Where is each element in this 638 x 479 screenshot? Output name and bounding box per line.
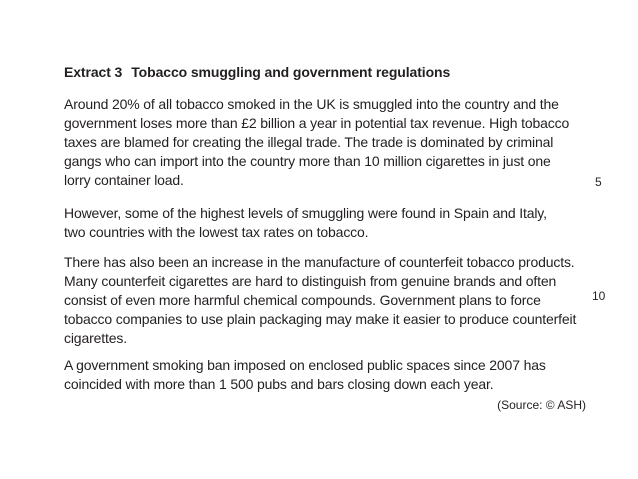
paragraph-4 xyxy=(64,356,546,394)
extract-label: Extract 3 xyxy=(64,64,123,80)
extract-heading xyxy=(64,64,450,80)
text-line: government loses more than £2 billion a year in potential tax revenue. High tobacco xyxy=(64,115,570,131)
text-line: lorry container load. xyxy=(64,172,184,188)
paragraph-2 xyxy=(64,204,547,242)
text-line: coincided with more than 1 500 pubs and bars closing down each year. xyxy=(64,376,494,392)
line-number-5: 5 xyxy=(595,175,602,189)
source-citation: (Source: © ASH) xyxy=(497,398,586,412)
text-line: tobacco companies to use plain packaging may make it easier to produce counterfeit xyxy=(64,311,577,327)
text-line: A government smoking ban imposed on enclosed public spaces since 2007 has xyxy=(64,357,546,373)
text-line: cigarettes. xyxy=(64,330,127,346)
text-line: two countries with the lowest tax rates on tobacco. xyxy=(64,224,369,240)
text-line: There has also been an increase in the manufacture of counterfeit tobacco products. xyxy=(64,254,575,270)
text-line: Around 20% of all tobacco smoked in the UK is smuggled into the country and the xyxy=(64,96,559,112)
paragraph-3 xyxy=(64,253,576,348)
text-line: gangs who can import into the country more than 10 million cigarettes in just one xyxy=(64,153,551,169)
text-line: Many counterfeit cigarettes are hard to distinguish from genuine brands and often xyxy=(64,273,557,289)
text-line: taxes are blamed for creating the illegal trade. The trade is dominated by criminal xyxy=(64,134,554,150)
text-line: However, some of the highest levels of smuggling were found in Spain and Italy, xyxy=(64,205,547,221)
extract-title: Tobacco smuggling and government regulations xyxy=(131,64,451,80)
text-line: consist of even more harmful chemical compounds. Government plans to force xyxy=(64,292,541,308)
paragraph-1 xyxy=(64,95,569,190)
line-number-10: 10 xyxy=(592,289,606,303)
